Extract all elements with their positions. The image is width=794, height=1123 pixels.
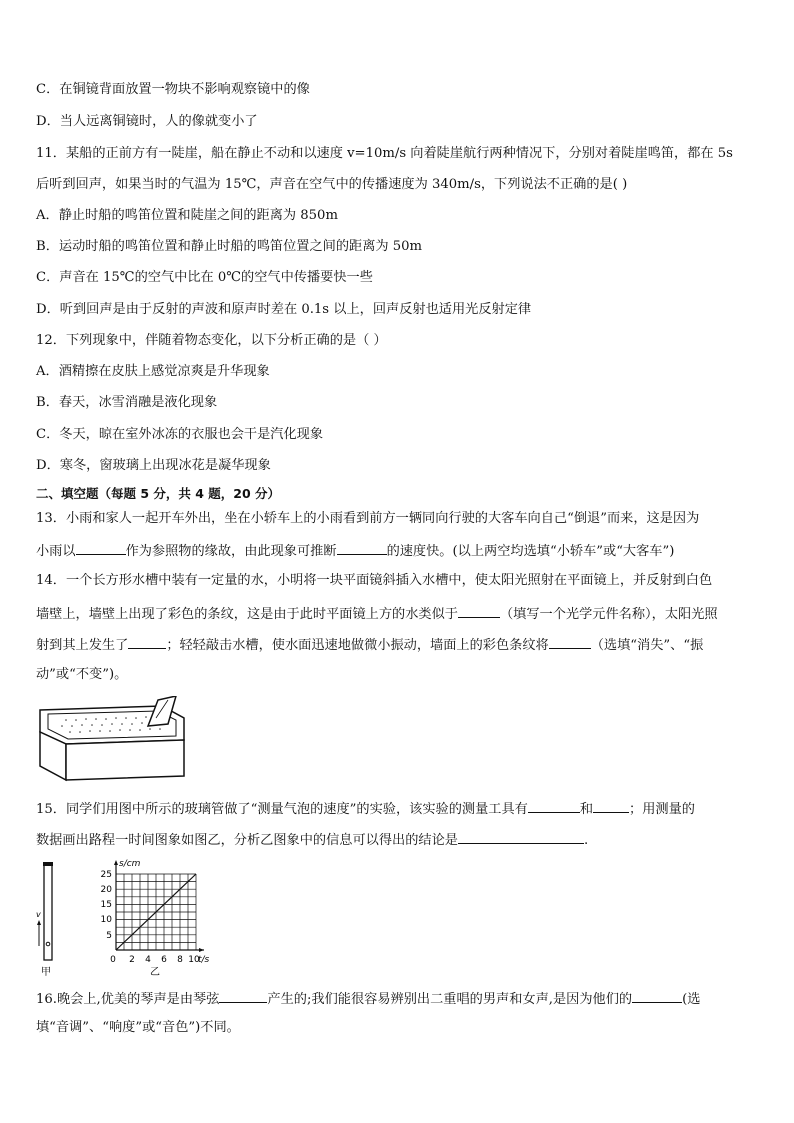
- q13-blank-2[interactable]: [337, 540, 387, 555]
- velocity-arrowhead: [37, 920, 41, 925]
- q14-line1: 14．一个长方形水槽中装有一定量的水，小明将一块平面镜斜插入水槽中，使太阳光照射在平面镜上，并反射到白色: [36, 573, 713, 588]
- q14-text-c: 射到其上发生了: [36, 638, 129, 653]
- q15-blank-3[interactable]: [458, 829, 584, 844]
- q15-text-b: 和: [579, 802, 594, 817]
- x-axis-label: t/s: [198, 955, 210, 965]
- q16-line2: 填“音调”、“响度”或“音色”)不同。: [36, 1020, 240, 1035]
- q13-text-b: 作为参照物的缘故，由此现象可推断: [125, 544, 337, 559]
- q13-text-c: 的速度快。(以上两空均选填“小轿车”或“大客车”): [386, 544, 675, 559]
- label-jia: 甲: [41, 967, 51, 978]
- section-heading: 二、填空题（每题 5 分，共 4 题，20 分）: [36, 486, 281, 501]
- q16-blank-2[interactable]: [632, 988, 682, 1003]
- q12-option-c: C．冬天，晾在室外冰冻的衣服也会干是汽化现象: [36, 427, 324, 442]
- q11-stem-line2: 后听到回声，如果当时的气温为 15℃，声音在空气中的传播速度为 340m/s，下列说法不正确的是( ): [36, 177, 628, 192]
- label-yi: 乙: [150, 967, 160, 978]
- option-d: D．当人远离铜镜时，人的像就变小了: [36, 114, 258, 129]
- tank-front-side: [66, 740, 184, 780]
- y-tick-10: 10: [100, 915, 112, 925]
- q13-line1: 13．小雨和家人一起开车外出，坐在小轿车上的小雨看到前方一辆同向行驶的大客车向自己“倒退”而来，这是因为: [36, 511, 700, 526]
- y-axis-label: s/cm: [119, 859, 141, 869]
- q15-text-c: ；用测量的: [629, 802, 695, 817]
- q14-text-a: 墙壁上，墙壁上出现了彩色的条纹，这是由于此时平面镜上方的水类似于: [36, 607, 458, 622]
- q16-line1: [36, 988, 766, 1010]
- q11-option-c: C．声音在 15℃的空气中比在 0℃的空气中传播要快一些: [36, 270, 373, 285]
- q15-text-d: 数据画出路程一时间图象如图乙，分析乙图象中的信息可以得出的结论是: [36, 833, 458, 848]
- x-tick-4: 4: [145, 955, 151, 965]
- q11-option-d: D．听到回声是由于反射的声波和原声时差在 0.1s 以上，回声反射也适用光反射定律: [36, 302, 532, 317]
- q16-text-c: (选: [682, 992, 701, 1007]
- q13-text-a: 小雨以: [36, 544, 76, 559]
- q15-text-e: .: [584, 833, 589, 848]
- y-tick-25: 25: [100, 870, 112, 880]
- x-tick-10: 10: [188, 955, 200, 965]
- x-tick-0: 0: [110, 955, 116, 965]
- q15-line2: [36, 829, 766, 851]
- q11-option-a: A．静止时船的鸣笛位置和陡崖之间的距离为 850m: [36, 208, 338, 223]
- x-tick-2: 2: [129, 955, 135, 965]
- q12-option-a: A．酒精擦在皮肤上感觉凉爽是升华现象: [36, 364, 270, 379]
- q14-line4: 动”或“不变”)。: [36, 667, 128, 682]
- q12-option-d: D．寒冬，窗玻璃上出现冰花是凝华现象: [36, 458, 271, 473]
- q15-blank-1[interactable]: [528, 798, 580, 813]
- y-tick-20: 20: [100, 885, 112, 895]
- option-c: C．在铜镜背面放置一物块不影响观察镜中的像: [36, 82, 310, 97]
- q14-text-b: （填写一个光学元件名称），太阳光照: [500, 607, 718, 622]
- q12-option-b: B．春天，冰雪消融是液化现象: [36, 395, 218, 410]
- q16-text-b: 产生的;我们能很容易辨别出二重唱的男声和女声,是因为他们的: [267, 992, 633, 1007]
- q15-line1: [36, 798, 766, 820]
- q16-blank-1[interactable]: [219, 988, 267, 1003]
- tube-cap: [43, 862, 53, 866]
- q11-option-b: B．运动时船的鸣笛位置和静止时船的鸣笛位置之间的距离为 50m: [36, 239, 423, 254]
- q16-text-a: 16.晚会上,优美的琴声是由琴弦: [36, 992, 220, 1007]
- q13-blank-1[interactable]: [76, 540, 126, 555]
- q15-figure: [36, 856, 236, 980]
- water-tank-figure: [36, 696, 196, 782]
- q14-line3: [36, 634, 766, 656]
- q14-blank-2[interactable]: [128, 634, 166, 649]
- x-tick-6: 6: [161, 955, 167, 965]
- q14-blank-3[interactable]: [549, 634, 591, 649]
- q12-stem: 12．下列现象中，伴随着物态变化，以下分析正确的是（ ）: [36, 333, 387, 348]
- q13-line2: [36, 540, 766, 562]
- x-tick-8: 8: [177, 955, 183, 965]
- x-axis-arrow: [199, 948, 204, 952]
- q14-text-e: （选填“消失”、“振: [590, 638, 704, 653]
- y-tick-15: 15: [100, 900, 112, 910]
- q15-blank-2[interactable]: [593, 798, 629, 813]
- q11-stem-line1: 11．某船的正前方有一陡崖，船在静止不动和以速度 v=10m/s 向着陡崖航行两种情况下，分别对着陡崖鸣笛，都在 5s: [36, 146, 733, 161]
- y-tick-5: 5: [106, 931, 112, 941]
- tube-v-label: v: [36, 910, 41, 919]
- q14-blank-1[interactable]: [458, 603, 500, 618]
- y-axis-arrow: [114, 860, 118, 865]
- q15-text-a: 15．同学们用图中所示的玻璃管做了“测量气泡的速度”的实验，该实验的测量工具有: [36, 802, 528, 817]
- q14-text-d: ；轻轻敲击水槽，使水面迅速地做微小振动，墙面上的彩色条纹将: [166, 638, 549, 653]
- q14-line2: [36, 603, 766, 625]
